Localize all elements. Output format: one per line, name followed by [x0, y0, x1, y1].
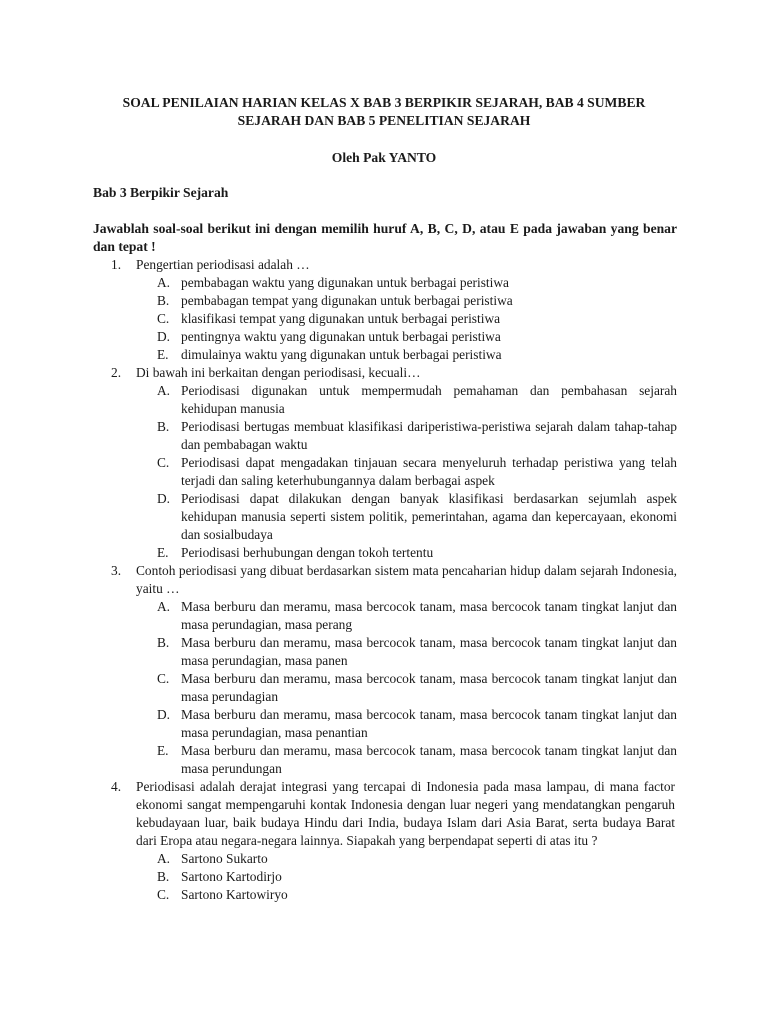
option-item: [136, 598, 677, 634]
option-text: Sartono Sukarto: [181, 851, 268, 866]
option-item: [136, 346, 677, 364]
option-text: Sartono Kartodirjo: [181, 869, 282, 884]
instruction-text: Jawablah soal-soal berikut ini dengan memilih huruf A, B, C, D, atau E pada jawaban yang benar dan tepat !: [93, 221, 677, 254]
option-text: Masa berburu dan meramu, masa bercocok tanam, masa bercocok tanam tingkat lanjut dan masa perundagian, masa panen: [181, 635, 677, 668]
question-text: Periodisasi adalah derajat integrasi yang tercapai di Indonesia pada masa lampau, di mana factor ekonomi sangat mempengaruhi kontak Indonesia dengan luar negeri yang mendatangkan pengaruh kebudayaan luar, baik budaya Hindu dari India, budaya Islam dari Asia Barat, serta budaya Barat dari Eropa atau negara-negara lainnya. Siapakah yang berpendapat seperti di atas itu ?: [136, 779, 675, 848]
option-letter: E.: [157, 347, 169, 362]
option-item: [136, 328, 677, 346]
title-line-1: SOAL PENILAIAN HARIAN KELAS X BAB 3 BERPIKIR SEJARAH, BAB 4 SUMBER: [122, 95, 646, 110]
option-text: pentingnya waktu yang digunakan untuk berbagai peristiwa: [181, 329, 501, 344]
option-item: [136, 634, 677, 670]
option-item: [136, 670, 677, 706]
question-number: 1.: [111, 257, 122, 272]
option-text: Periodisasi berhubungan dengan tokoh tertentu: [181, 545, 434, 560]
option-item: [136, 490, 677, 544]
question-3: [93, 562, 677, 778]
question-1: [93, 256, 677, 364]
option-text: Periodisasi bertugas membuat klasifikasi dariperistiwa-peristiwa sejarah dalam tahap-tahap dan pembabagan waktu: [181, 419, 677, 452]
option-letter: B.: [157, 635, 170, 650]
option-letter: E.: [157, 545, 169, 560]
option-text: Masa berburu dan meramu, masa bercocok tanam, masa bercocok tanam tingkat lanjut dan masa perundagian: [181, 671, 677, 704]
option-letter: C.: [157, 455, 170, 470]
option-text: klasifikasi tempat yang digunakan untuk berbagai peristiwa: [181, 311, 501, 326]
option-item: [136, 274, 677, 292]
option-item: [136, 292, 677, 310]
question-2: [93, 364, 677, 562]
option-text: dimulainya waktu yang digunakan untuk berbagai peristiwa: [181, 347, 502, 362]
question-text: Contoh periodisasi yang dibuat berdasarkan sistem mata pencaharian hidup dalam sejarah Indonesia, yaitu …: [136, 563, 677, 596]
option-item: [136, 310, 677, 328]
author-line: Oleh Pak YANTO: [331, 150, 437, 165]
option-item: [136, 418, 677, 454]
option-text: Periodisasi dapat mengadakan tinjauan secara menyeluruh terhadap peristiwa yang telah terjadi dan saling keterhubungannya dalam berbagai aspek: [181, 455, 677, 488]
option-letter: B.: [157, 869, 170, 884]
option-item: [136, 454, 677, 490]
option-letter: D.: [157, 491, 171, 506]
option-letter: A.: [157, 275, 171, 290]
option-letter: B.: [157, 419, 170, 434]
option-item: [136, 850, 677, 868]
question-number: 3.: [111, 563, 122, 578]
option-text: Masa berburu dan meramu, masa bercocok tanam, masa bercocok tanam tingkat lanjut dan masa perundagian, masa penantian: [181, 707, 677, 740]
section-title: Bab 3 Berpikir Sejarah: [93, 185, 229, 200]
option-item: [136, 382, 677, 418]
option-text: pembabagan tempat yang digunakan untuk berbagai peristiwa: [181, 293, 513, 308]
option-letter: D.: [157, 707, 171, 722]
option-letter: A.: [157, 599, 171, 614]
option-item: [136, 886, 677, 904]
option-item: [136, 868, 677, 886]
option-letter: A.: [157, 851, 171, 866]
question-text: Pengertian periodisasi adalah …: [136, 257, 310, 272]
question-text: Di bawah ini berkaitan dengan periodisasi, kecuali…: [136, 365, 421, 380]
option-item: [136, 706, 677, 742]
option-letter: A.: [157, 383, 171, 398]
option-letter: E.: [157, 743, 169, 758]
option-text: Periodisasi digunakan untuk mempermudah pemahaman dan pembahasan sejarah kehidupan manusia: [181, 383, 677, 416]
option-letter: C.: [157, 311, 170, 326]
option-text: Masa berburu dan meramu, masa bercocok tanam, masa bercocok tanam tingkat lanjut dan masa perundungan: [181, 743, 677, 776]
option-text: Periodisasi dapat dilakukan dengan banyak klasifikasi berdasarkan sejumlah aspek kehidupan manusia seperti sistem politik, pemerintahan, agama dan kepercayaan, ekonomi dan sosialbudaya: [181, 491, 677, 542]
option-letter: B.: [157, 293, 170, 308]
title-line-2: SEJARAH DAN BAB 5 PENELITIAN SEJARAH: [237, 113, 531, 128]
option-item: [136, 544, 677, 562]
option-letter: D.: [157, 329, 171, 344]
question-list: [93, 256, 677, 904]
option-text: Sartono Kartowiryo: [181, 887, 288, 902]
question-number: 2.: [111, 365, 122, 380]
option-letter: C.: [157, 671, 170, 686]
option-letter: C.: [157, 887, 170, 902]
question-4: [93, 778, 677, 904]
option-text: Masa berburu dan meramu, masa bercocok tanam, masa bercocok tanam tingkat lanjut dan masa perundagian, masa perang: [181, 599, 677, 632]
option-item: [136, 742, 677, 778]
document-title: [80, 94, 688, 130]
question-number: 4.: [111, 779, 122, 794]
option-text: pembabagan waktu yang digunakan untuk berbagai peristiwa: [181, 275, 509, 290]
